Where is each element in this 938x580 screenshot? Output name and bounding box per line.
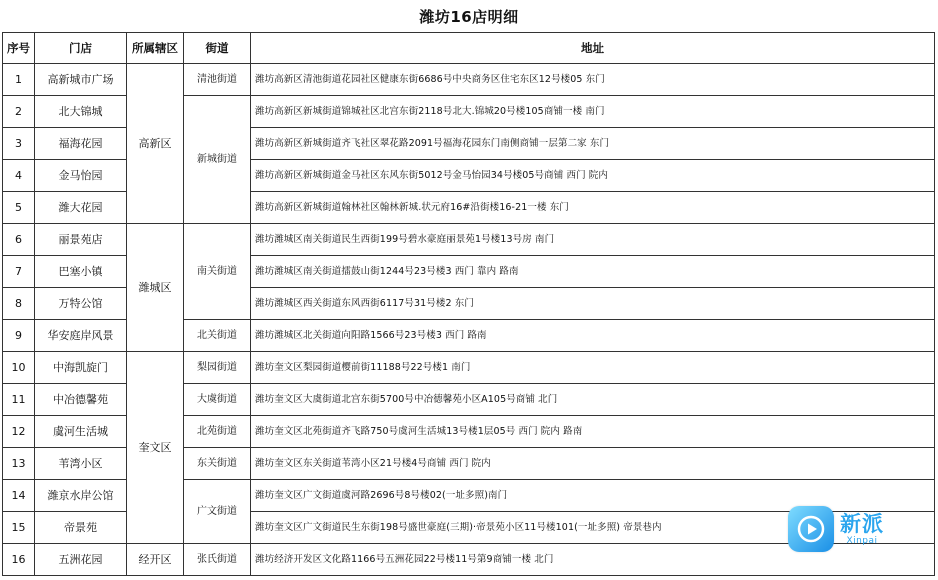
row-address: 潍坊高新区新城街道翰林社区翰林新城.状元府16#沿街楼16-21一楼 东门 bbox=[251, 192, 935, 224]
row-store: 苇湾小区 bbox=[35, 448, 127, 480]
row-no: 13 bbox=[3, 448, 35, 480]
street-cell: 北苑街道 bbox=[184, 416, 251, 448]
header-store: 门店 bbox=[35, 33, 127, 64]
row-address: 潍坊奎文区大虞街道北宫东街5700号中冶德馨苑小区A105号商铺 北门 bbox=[251, 384, 935, 416]
row-store: 华安庭岸风景 bbox=[35, 320, 127, 352]
row-store: 五洲花园 bbox=[35, 544, 127, 576]
row-store: 万特公馆 bbox=[35, 288, 127, 320]
row-no: 5 bbox=[3, 192, 35, 224]
play-icon bbox=[788, 506, 834, 552]
row-no: 4 bbox=[3, 160, 35, 192]
street-cell: 新城街道 bbox=[184, 96, 251, 224]
row-no: 16 bbox=[3, 544, 35, 576]
row-address: 潍坊奎文区东关街道苇湾小区21号楼4号商铺 西门 院内 bbox=[251, 448, 935, 480]
row-address: 潍坊奎文区梨园街道樱前街11188号22号楼1 南门 bbox=[251, 352, 935, 384]
district-cell: 奎文区 bbox=[127, 352, 184, 544]
header-district: 所属辖区 bbox=[127, 33, 184, 64]
district-cell: 潍城区 bbox=[127, 224, 184, 352]
street-cell: 北关街道 bbox=[184, 320, 251, 352]
store-table bbox=[2, 32, 935, 576]
row-store: 中海凯旋门 bbox=[35, 352, 127, 384]
table-header-row bbox=[3, 33, 935, 64]
row-address: 潍坊潍城区南关街道民生西街199号碧水豪庭丽景苑1号楼13号房 南门 bbox=[251, 224, 935, 256]
row-store: 巴塞小镇 bbox=[35, 256, 127, 288]
table-row bbox=[3, 352, 935, 384]
row-store: 中冶德馨苑 bbox=[35, 384, 127, 416]
district-cell: 高新区 bbox=[127, 64, 184, 224]
row-no: 14 bbox=[3, 480, 35, 512]
table-row bbox=[3, 224, 935, 256]
watermark-brand-cn: 新派 bbox=[840, 511, 884, 536]
district-cell: 经开区 bbox=[127, 544, 184, 576]
header-street: 街道 bbox=[184, 33, 251, 64]
row-store: 高新城市广场 bbox=[35, 64, 127, 96]
row-store: 丽景苑店 bbox=[35, 224, 127, 256]
row-store: 虞河生活城 bbox=[35, 416, 127, 448]
table-row bbox=[3, 64, 935, 96]
row-no: 10 bbox=[3, 352, 35, 384]
row-no: 2 bbox=[3, 96, 35, 128]
street-cell: 清池街道 bbox=[184, 64, 251, 96]
row-no: 3 bbox=[3, 128, 35, 160]
row-address: 潍坊奎文区广文街道虞河路2696号8号楼02(一址多照)南门 bbox=[251, 480, 935, 512]
header-no: 序号 bbox=[3, 33, 35, 64]
page-title: 潍坊16店明细 bbox=[419, 7, 519, 26]
street-cell: 大虞街道 bbox=[184, 384, 251, 416]
street-cell: 南关街道 bbox=[184, 224, 251, 320]
row-no: 15 bbox=[3, 512, 35, 544]
header-address: 地址 bbox=[251, 33, 935, 64]
row-address: 潍坊高新区清池街道花园社区健康东街6686号中央商务区住宅东区12号楼05 东门 bbox=[251, 64, 935, 96]
row-no: 7 bbox=[3, 256, 35, 288]
row-store: 潍京水岸公馆 bbox=[35, 480, 127, 512]
row-no: 8 bbox=[3, 288, 35, 320]
row-no: 9 bbox=[3, 320, 35, 352]
street-cell: 梨园街道 bbox=[184, 352, 251, 384]
street-cell: 东关街道 bbox=[184, 448, 251, 480]
row-address: 潍坊潍城区西关街道东风西街6117号31号楼2 东门 bbox=[251, 288, 935, 320]
row-address: 潍坊经济开发区文化路1166号五洲花园22号楼11号第9商铺一楼 北门 bbox=[251, 544, 935, 576]
street-cell: 广文街道 bbox=[184, 480, 251, 544]
row-address: 潍坊潍城区南关街道擂鼓山街1244号23号楼3 西门 靠内 路南 bbox=[251, 256, 935, 288]
watermark-brand-en: Xinpai bbox=[846, 535, 878, 546]
row-no: 12 bbox=[3, 416, 35, 448]
row-store: 金马怡园 bbox=[35, 160, 127, 192]
row-store: 北大锦城 bbox=[35, 96, 127, 128]
row-address: 潍坊潍城区北关街道向阳路1566号23号楼3 西门 路南 bbox=[251, 320, 935, 352]
row-store: 潍大花园 bbox=[35, 192, 127, 224]
row-store: 帝景苑 bbox=[35, 512, 127, 544]
street-cell: 张氏街道 bbox=[184, 544, 251, 576]
row-address: 潍坊高新区新城街道齐飞社区翠花路2091号福海花园东门南侧商铺一层第二家 东门 bbox=[251, 128, 935, 160]
row-address: 潍坊奎文区广文街道民生东街198号盛世豪庭(三期)·帝景苑小区11号楼101(一址多照) 帝景巷内 bbox=[251, 512, 935, 544]
xinpai-watermark bbox=[788, 501, 918, 557]
row-address: 潍坊高新区新城街道锦城社区北宫东街2118号北大.锦城20号楼105商铺一楼 南门 bbox=[251, 96, 935, 128]
row-no: 6 bbox=[3, 224, 35, 256]
row-no: 1 bbox=[3, 64, 35, 96]
row-address: 潍坊高新区新城街道金马社区东风东街5012号金马怡园34号楼05号商铺 西门 院内 bbox=[251, 160, 935, 192]
row-store: 福海花园 bbox=[35, 128, 127, 160]
row-no: 11 bbox=[3, 384, 35, 416]
row-address: 潍坊奎文区北苑街道齐飞路750号虞河生活城13号楼1层05号 西门 院内 路南 bbox=[251, 416, 935, 448]
